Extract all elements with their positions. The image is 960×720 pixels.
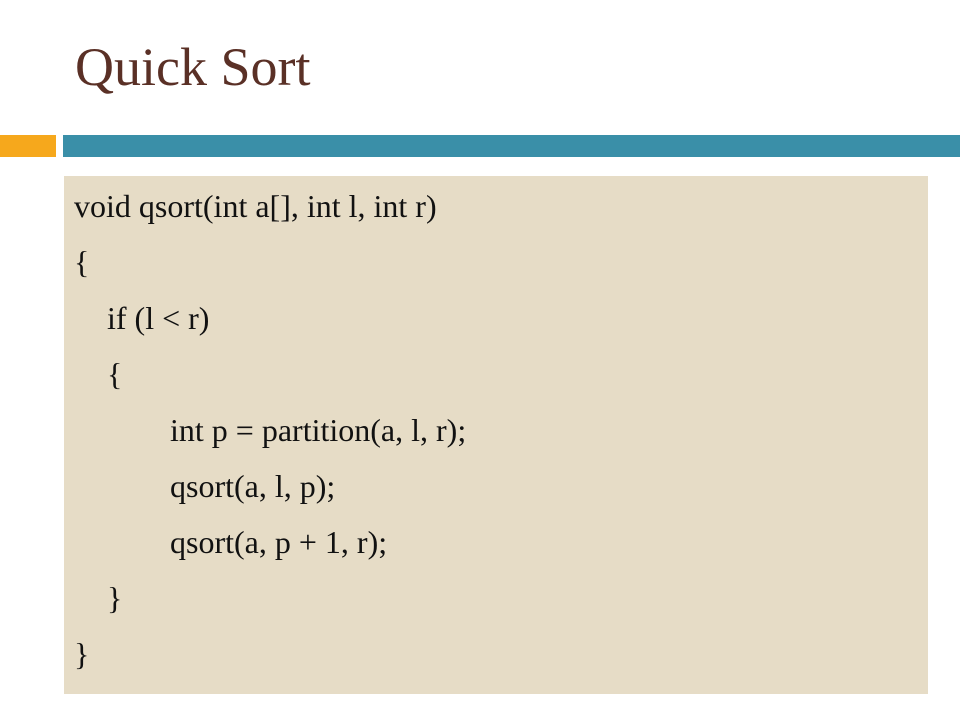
code-line-if-open-brace: {	[107, 356, 123, 392]
code-line-qsort-left: qsort(a, l, p);	[170, 468, 336, 504]
code-line-qsort-right: qsort(a, p + 1, r);	[170, 524, 388, 560]
slide-title: Quick Sort	[75, 37, 311, 97]
accent-bar-orange	[0, 135, 56, 157]
accent-bar-teal	[63, 135, 960, 157]
code-line-if-close-brace: }	[107, 580, 123, 616]
code-line-if: if (l < r)	[107, 300, 210, 336]
code-block	[64, 176, 928, 694]
code-line-signature: void qsort(int a[], int l, int r)	[74, 188, 437, 224]
code-line-partition: int p = partition(a, l, r);	[170, 412, 467, 448]
code-line-close-brace: }	[74, 636, 90, 672]
code-line-open-brace: {	[74, 244, 90, 280]
